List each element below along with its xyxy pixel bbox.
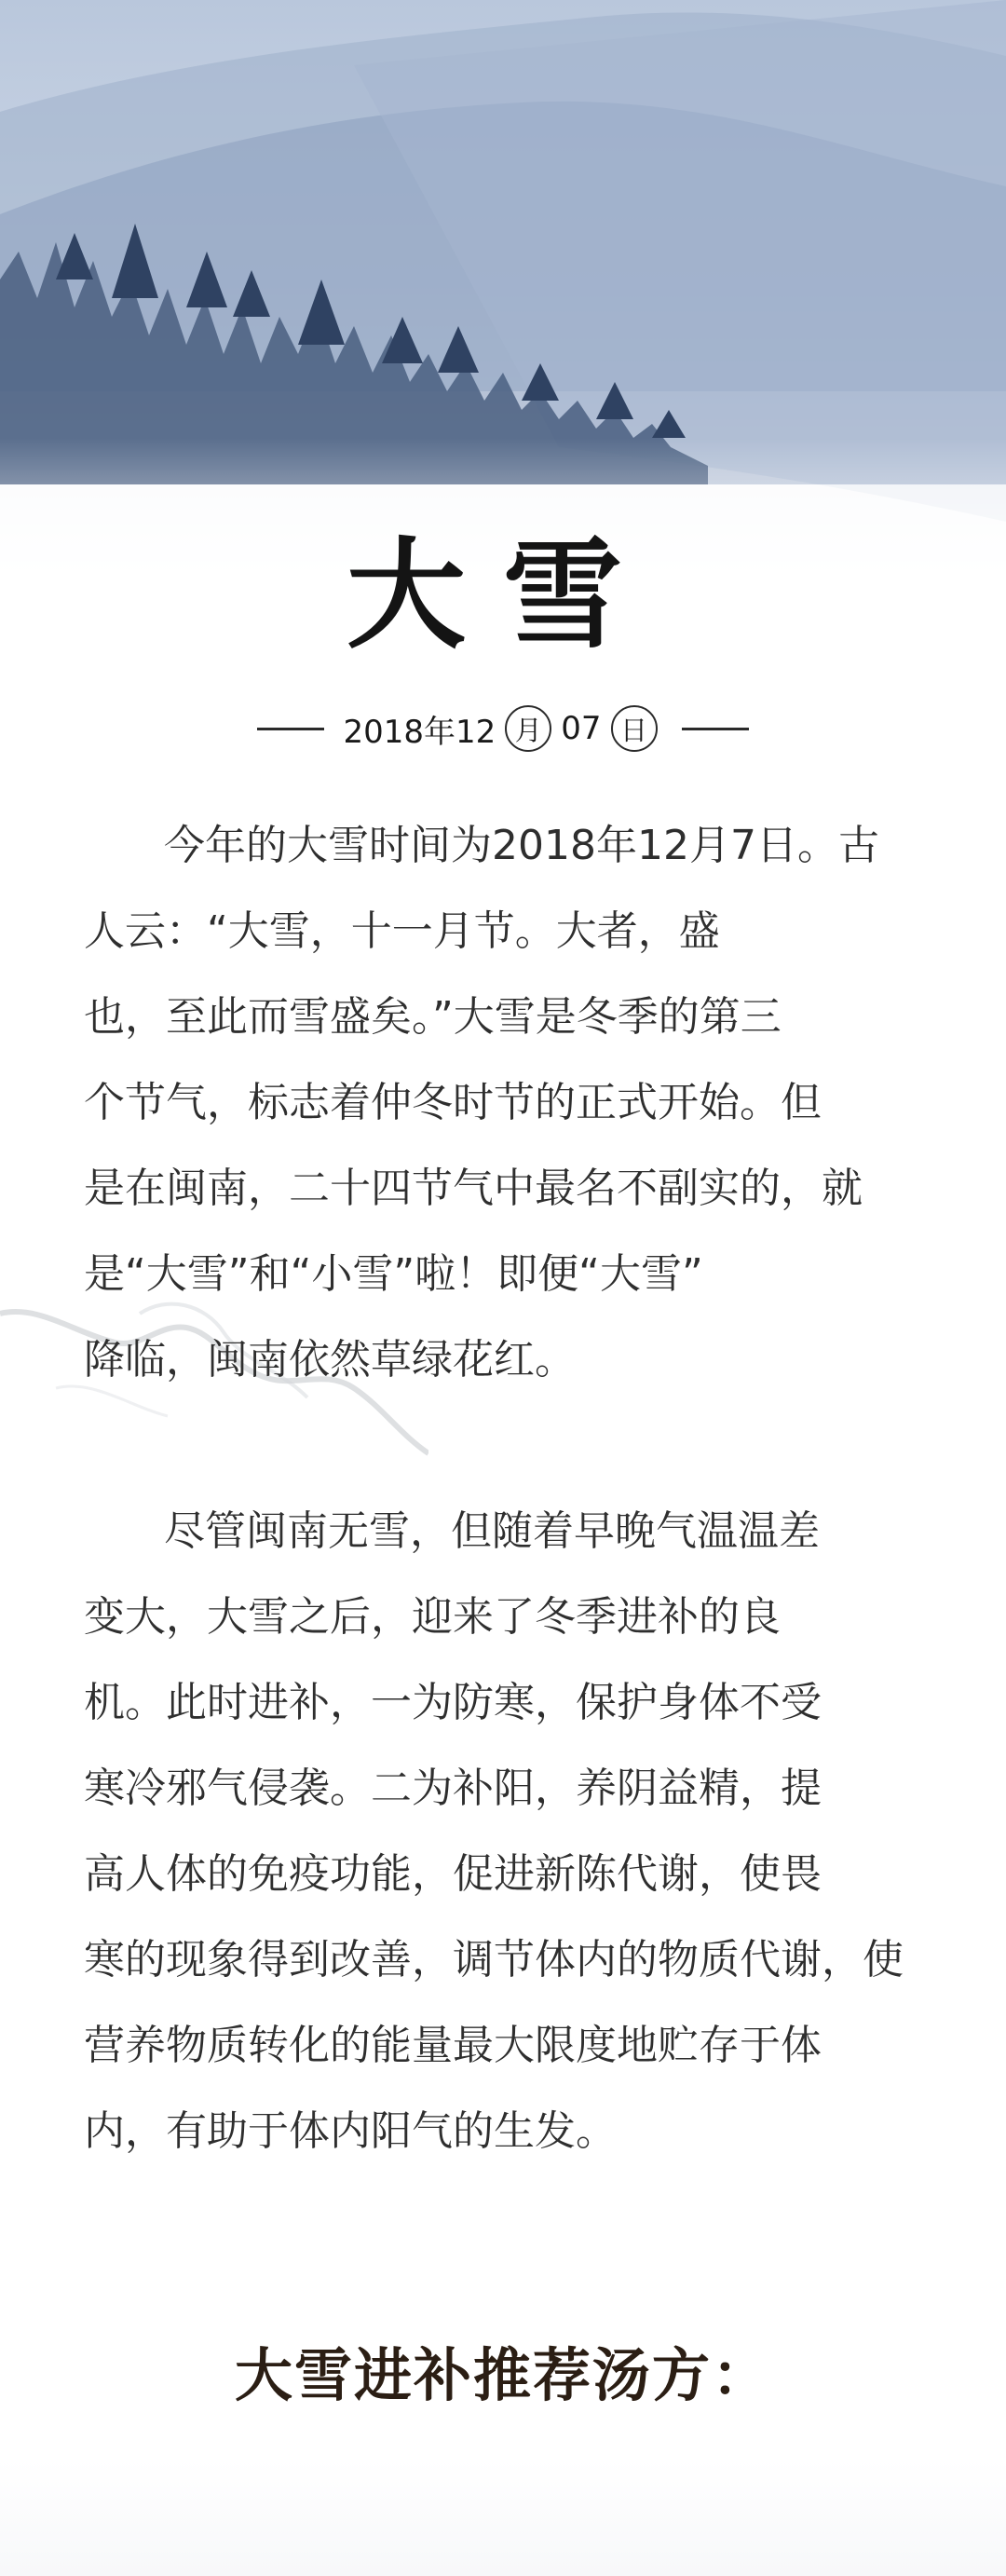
paragraph-line: 也，至此而雪盛矣。”大雪是冬季的第三 bbox=[84, 993, 782, 1041]
paragraph-line: 变大，大雪之后，迎来了冬季进补的良 bbox=[84, 1593, 781, 1641]
paragraph-line: 降临，闽南依然草绿花红。 bbox=[84, 1336, 576, 1383]
page-title: 大雪 bbox=[346, 525, 659, 665]
paragraph-line: 寒冷邪气侵袭。二为补阳，养阴益精，提 bbox=[84, 1765, 822, 1812]
paragraph-line: 是在闽南，二十四节气中最名不副实的，就 bbox=[84, 1165, 863, 1212]
date-day: 07 bbox=[561, 710, 602, 747]
right-divider bbox=[682, 728, 749, 730]
paragraph-line: 内，有助于体内阳气的生发。 bbox=[84, 2107, 617, 2155]
paragraph-line: 营养物质转化的能量最大限度地贮存于体 bbox=[84, 2022, 822, 2069]
left-divider bbox=[257, 728, 324, 730]
paragraph-line: 个节气，标志着仲冬时节的正式开始。但 bbox=[84, 1079, 822, 1126]
paragraph-line: 高人体的免疫功能，促进新陈代谢，使畏 bbox=[84, 1850, 822, 1898]
paragraph-line: 是“大雪”和“小雪”啦！即便“大雪” bbox=[84, 1250, 703, 1298]
paragraph-line: 机。此时进补，一为防寒，保护身体不受 bbox=[84, 1679, 822, 1726]
date-year-month: 2018年12 bbox=[343, 713, 496, 751]
day-circle: 日 bbox=[611, 705, 658, 752]
bottom-fade bbox=[0, 2460, 1006, 2576]
paragraph-line: 寒的现象得到改善，调节体内的物质代谢，使 bbox=[84, 1936, 904, 1983]
second-paragraph bbox=[84, 1489, 922, 2174]
paragraph-line: 尽管闽南无雪，但随着早晚气温温差 bbox=[164, 1507, 820, 1555]
intro-paragraph bbox=[84, 803, 922, 1403]
date-line bbox=[0, 701, 1006, 756]
paragraph-line: 今年的大雪时间为2018年12月7日。古 bbox=[164, 822, 879, 869]
section-heading: 大雪进补推荐汤方： bbox=[234, 2341, 771, 2409]
paragraph-line: 人云：“大雪，十一月节。大者，盛 bbox=[84, 907, 720, 955]
month-circle: 月 bbox=[505, 705, 551, 752]
